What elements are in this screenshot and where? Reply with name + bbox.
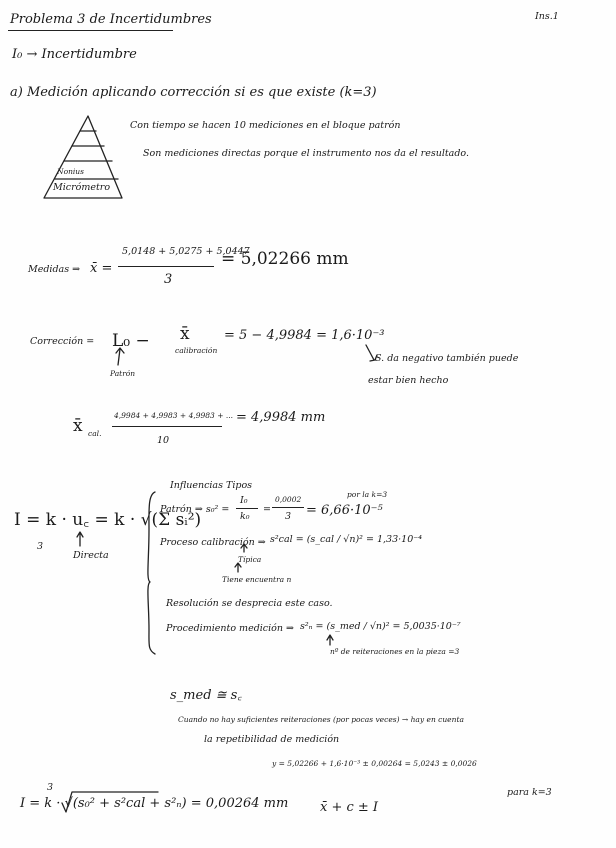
pyramid-label-nonius: Nonius <box>57 167 84 176</box>
pyramid-label-micrometro: Micrómetro <box>53 182 111 193</box>
tipica-label: Típica <box>238 555 262 564</box>
correction-xbar-sub: calibración <box>175 346 218 355</box>
correction-xbar: x̄ <box>180 324 190 344</box>
measure-result: = 5,02266 mm <box>221 249 349 269</box>
intro-definition: I₀ → Incertidumbre <box>12 47 137 62</box>
tiene-arrow <box>235 563 241 572</box>
directa-arrow <box>77 532 83 546</box>
correction-patron-label: Patrón <box>110 369 136 378</box>
procedimiento-formula: s²ₙ = (s_med / √n)² = 5,0035·10⁻⁷ <box>300 621 461 632</box>
calibration-fraction-bar <box>112 426 222 427</box>
measure-lhs: x̄ = <box>90 261 113 276</box>
patron-result: = 6,66·10⁻⁵ <box>306 503 383 518</box>
measure-label: Medidas ⇒ <box>28 264 81 275</box>
procedimiento-note: nº de reiteraciones en la pieza =3 <box>330 647 460 656</box>
tiene-encuentra-label: Tiene encuentra n <box>222 575 292 584</box>
title-underline <box>8 30 173 31</box>
uncertainty-directa: Directa <box>73 550 109 561</box>
calibration-numerator: 4,9984 + 4,9983 + 4,9983 + ... <box>114 411 234 420</box>
procedimiento-line: Procedimiento medición ⇒ <box>166 623 294 634</box>
corner-mark: Ins.1 <box>535 11 559 22</box>
final-k-top: 3 <box>47 782 54 793</box>
patron-fraction-bar-2 <box>272 507 304 508</box>
patron-line: Patrón ⇒ s₀² = <box>160 504 230 515</box>
patron-fraction-bar-1 <box>236 508 258 509</box>
page-title: Problema 3 de Incertidumbres <box>10 12 212 27</box>
final-legend: x̄ + c ± I <box>320 800 379 815</box>
patron-note: por la k=3 <box>347 490 388 499</box>
correction-rhs: = 5 − 4,9984 = 1,6·10⁻³ <box>224 328 385 343</box>
section-a-heading: a) Medición aplicando corrección si es que existe (k=3) <box>10 85 377 100</box>
measure-fraction-bar <box>118 266 214 267</box>
measure-denominator: 3 <box>164 272 173 287</box>
smed-approx: s_med ≅ s꜀ <box>170 688 242 703</box>
final-formula: I = k · √(s₀² + s²cal + s²ₙ) = 0,00264 mm <box>20 796 289 811</box>
patron-frac-den: k₀ <box>240 511 250 522</box>
cuando-line-1: Cuando no hay suficientes reiteraciones (por pocas veces) → hay en cuenta <box>178 715 464 724</box>
proceso-line: Proceso calibración ⇒ <box>160 537 266 548</box>
final-note: para k=3 <box>507 787 552 798</box>
measure-numerator: 5,0148 + 5,0275 + 5,0447 <box>122 246 250 257</box>
final-result: y = 5,02266 + 1,6·10⁻³ ± 0,00264 = 5,0243 ± 0,0026 <box>272 759 477 768</box>
section-a-note-2: Son mediciones directas porque el instrumento nos da el resultado. <box>143 148 469 159</box>
correction-lhs: L₀ − <box>112 331 150 351</box>
patron-num-2: 0,0002 <box>275 495 302 504</box>
calibration-xbar: x̄ <box>73 416 83 436</box>
calibration-xbar-sub: cal. <box>88 429 102 438</box>
procedimiento-arrow <box>327 635 333 645</box>
correction-label: Corrección = <box>30 336 95 347</box>
section-a-note-1: Con tiempo se hacen 10 mediciones en el bloque patrón <box>130 120 401 131</box>
proceso-formula: s²cal = (s_cal / √n)² = 1,33·10⁻⁴ <box>270 534 423 545</box>
uncertainty-k-value: 3 <box>37 541 44 552</box>
patron-den-2: 3 <box>285 511 292 522</box>
patron-eq: = <box>263 504 271 515</box>
correction-note-line-1: S. da negativo también puede <box>375 353 519 364</box>
correction-note-line-2: estar bien hecho <box>368 375 449 386</box>
calibration-result: = 4,9984 mm <box>236 410 326 425</box>
influencias-label: Influencias Tipos <box>170 480 253 491</box>
resolucion-line: Resolución se desprecia este caso. <box>166 598 333 609</box>
uncertainty-formula: I = k · u꜀ = k · √(Σ sᵢ²) <box>14 510 202 530</box>
calibration-denominator: 10 <box>157 435 170 446</box>
cuando-line-2: la repetibilidad de medición <box>204 734 340 745</box>
patron-frac-num: I₀ <box>240 495 248 506</box>
